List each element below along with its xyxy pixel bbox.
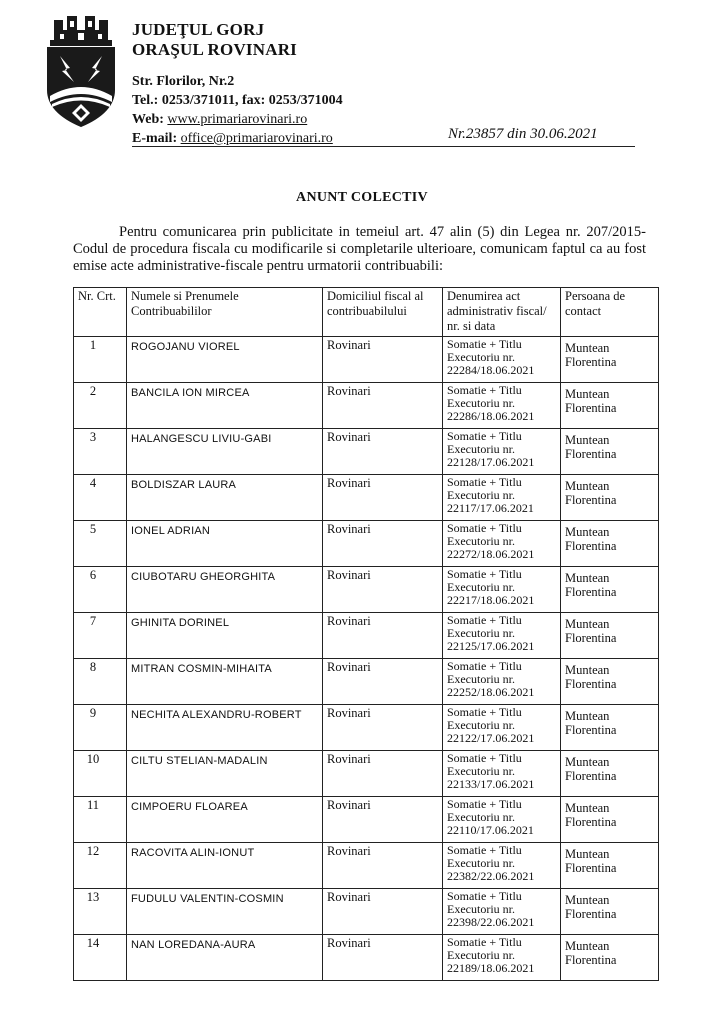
web-link[interactable]: www.primariarovinari.ro: [167, 112, 308, 127]
act-type: Somatie + Titlu Executoriu nr.: [447, 521, 522, 548]
taxpayer-domicile: Rovinari: [323, 475, 443, 521]
taxpayer-domicile: Rovinari: [323, 889, 443, 935]
act-reference: 22117/17.06.2021: [447, 501, 534, 515]
act-type: Somatie + Titlu Executoriu nr.: [447, 843, 522, 870]
intro-paragraph: Pentru comunicarea prin publicitate in temeiul art. 47 alin (5) din Legea nr. 207/2015-Codul de procedura fiscala cu modificarile si completarile ulterioare, comunicam faptul ca au fost emise acte administrative-fiscale pentru urmatorii contribuabili:: [73, 224, 646, 274]
table-row: [74, 935, 659, 981]
coat-of-arms-icon: [40, 12, 122, 130]
row-number: 6: [74, 567, 127, 613]
act-cell: [443, 337, 561, 383]
act-type: Somatie + Titlu Executoriu nr.: [447, 659, 522, 686]
act-reference: 22125/17.06.2021: [447, 639, 535, 653]
row-number: 3: [74, 429, 127, 475]
act-cell: [443, 797, 561, 843]
act-cell: [443, 705, 561, 751]
taxpayer-domicile: Rovinari: [323, 613, 443, 659]
table-row: [74, 337, 659, 383]
registration-number: Nr.23857 din 30.06.2021: [448, 126, 598, 142]
act-reference: 22272/18.06.2021: [447, 547, 535, 561]
row-number: 4: [74, 475, 127, 521]
row-number: 7: [74, 613, 127, 659]
act-cell: [443, 613, 561, 659]
city-name: ORAŞUL ROVINARI: [132, 40, 297, 59]
contact-person: Muntean Florentina: [561, 475, 659, 521]
act-type: Somatie + Titlu Executoriu nr.: [447, 613, 522, 640]
act-reference: 22398/22.06.2021: [447, 915, 535, 929]
document-title: ANUNT COLECTIV: [296, 190, 428, 205]
taxpayer-domicile: Rovinari: [323, 521, 443, 567]
phone-line: [132, 91, 343, 110]
column-header-domicile: Domiciliul fiscal al contribuabilului: [323, 288, 443, 337]
act-cell: [443, 429, 561, 475]
taxpayer-domicile: Rovinari: [323, 705, 443, 751]
act-reference: 22110/17.06.2021: [447, 823, 534, 837]
contact-person: Muntean Florentina: [561, 751, 659, 797]
contact-person: Muntean Florentina: [561, 659, 659, 705]
act-type: Somatie + Titlu Executoriu nr.: [447, 475, 522, 502]
table-row: [74, 429, 659, 475]
taxpayer-name: HALANGESCU LIVIU-GABI: [127, 429, 323, 475]
taxpayer-domicile: Rovinari: [323, 843, 443, 889]
act-cell: [443, 521, 561, 567]
street-address: Str. Florilor, Nr.2: [132, 74, 235, 89]
act-cell: [443, 889, 561, 935]
taxpayer-domicile: Rovinari: [323, 337, 443, 383]
taxpayer-domicile: Rovinari: [323, 383, 443, 429]
table-header-row: [74, 288, 659, 337]
table-row: [74, 613, 659, 659]
letterhead: [132, 20, 343, 148]
header-divider: [132, 146, 635, 147]
act-cell: [443, 843, 561, 889]
act-reference: 22122/17.06.2021: [447, 731, 535, 745]
contact-person: Muntean Florentina: [561, 429, 659, 475]
table-body: [74, 337, 659, 981]
table-row: [74, 567, 659, 613]
table-row: [74, 521, 659, 567]
act-type: Somatie + Titlu Executoriu nr.: [447, 751, 522, 778]
act-type: Somatie + Titlu Executoriu nr.: [447, 567, 522, 594]
taxpayer-domicile: Rovinari: [323, 935, 443, 981]
act-cell: [443, 659, 561, 705]
act-type: Somatie + Titlu Executoriu nr.: [447, 705, 522, 732]
taxpayer-name: CILTU STELIAN-MADALIN: [127, 751, 323, 797]
act-reference: 22217/18.06.2021: [447, 593, 535, 607]
act-reference: 22128/17.06.2021: [447, 455, 535, 469]
row-number: 14: [74, 935, 127, 981]
email-label: E-mail:: [132, 131, 178, 146]
table-row: [74, 475, 659, 521]
column-header-nr: Nr. Crt.: [74, 288, 127, 337]
taxpayer-domicile: Rovinari: [323, 797, 443, 843]
table-row: [74, 751, 659, 797]
taxpayer-name: CIMPOERU FLOAREA: [127, 797, 323, 843]
act-reference: 22284/18.06.2021: [447, 363, 535, 377]
phone-label: Tel.:: [132, 93, 159, 108]
taxpayer-domicile: Rovinari: [323, 751, 443, 797]
row-number: 2: [74, 383, 127, 429]
web-line: [132, 110, 343, 129]
contact-person: Muntean Florentina: [561, 797, 659, 843]
act-type: Somatie + Titlu Executoriu nr.: [447, 797, 522, 824]
act-reference: 22133/17.06.2021: [447, 777, 535, 791]
taxpayer-name: IONEL ADRIAN: [127, 521, 323, 567]
contact-person: Muntean Florentina: [561, 889, 659, 935]
row-number: 1: [74, 337, 127, 383]
email-link[interactable]: office@primariarovinari.ro: [180, 131, 333, 146]
contact-person: Muntean Florentina: [561, 613, 659, 659]
taxpayer-domicile: Rovinari: [323, 429, 443, 475]
contact-person: Muntean Florentina: [561, 843, 659, 889]
act-cell: [443, 475, 561, 521]
act-reference: 22252/18.06.2021: [447, 685, 535, 699]
column-header-act: Denumirea act administrativ fiscal/ nr. si data: [443, 288, 561, 337]
taxpayer-name: FUDULU VALENTIN-COSMIN: [127, 889, 323, 935]
web-label: Web:: [132, 112, 164, 127]
act-type: Somatie + Titlu Executoriu nr.: [447, 935, 522, 962]
row-number: 9: [74, 705, 127, 751]
row-number: 8: [74, 659, 127, 705]
taxpayer-name: BANCILA ION MIRCEA: [127, 383, 323, 429]
contact-person: Muntean Florentina: [561, 567, 659, 613]
table-row: [74, 383, 659, 429]
act-type: Somatie + Titlu Executoriu nr.: [447, 429, 522, 456]
table-row: [74, 843, 659, 889]
phone-number: 0253/371011, fax: 0253/371004: [161, 93, 343, 108]
act-type: Somatie + Titlu Executoriu nr.: [447, 383, 522, 410]
act-cell: [443, 935, 561, 981]
county-name: JUDEŢUL GORJ: [132, 20, 265, 39]
row-number: 5: [74, 521, 127, 567]
act-reference: 22286/18.06.2021: [447, 409, 535, 423]
taxpayer-domicile: Rovinari: [323, 567, 443, 613]
contact-person: Muntean Florentina: [561, 337, 659, 383]
act-cell: [443, 751, 561, 797]
act-type: Somatie + Titlu Executoriu nr.: [447, 889, 522, 916]
table-row: [74, 705, 659, 751]
contact-person: Muntean Florentina: [561, 521, 659, 567]
taxpayer-domicile: Rovinari: [323, 659, 443, 705]
contact-person: Muntean Florentina: [561, 935, 659, 981]
row-number: 12: [74, 843, 127, 889]
taxpayer-name: BOLDISZAR LAURA: [127, 475, 323, 521]
column-header-contact: Persoana de contact: [561, 288, 659, 337]
act-type: Somatie + Titlu Executoriu nr.: [447, 337, 522, 364]
table-row: [74, 889, 659, 935]
act-reference: 22382/22.06.2021: [447, 869, 535, 883]
row-number: 11: [74, 797, 127, 843]
taxpayer-name: MITRAN COSMIN-MIHAITA: [127, 659, 323, 705]
contact-person: Muntean Florentina: [561, 705, 659, 751]
taxpayer-name: RACOVITA ALIN-IONUT: [127, 843, 323, 889]
taxpayer-name: CIUBOTARU GHEORGHITA: [127, 567, 323, 613]
taxpayer-table: [73, 287, 659, 981]
row-number: 13: [74, 889, 127, 935]
column-header-name: Numele si Prenumele Contribuabililor: [127, 288, 323, 337]
row-number: 10: [74, 751, 127, 797]
contact-person: Muntean Florentina: [561, 383, 659, 429]
taxpayer-name: NAN LOREDANA-AURA: [127, 935, 323, 981]
taxpayer-name: NECHITA ALEXANDRU-ROBERT: [127, 705, 323, 751]
act-cell: [443, 567, 561, 613]
taxpayer-name: GHINITA DORINEL: [127, 613, 323, 659]
table-row: [74, 797, 659, 843]
taxpayer-name: ROGOJANU VIOREL: [127, 337, 323, 383]
act-reference: 22189/18.06.2021: [447, 961, 535, 975]
act-cell: [443, 383, 561, 429]
table-row: [74, 659, 659, 705]
